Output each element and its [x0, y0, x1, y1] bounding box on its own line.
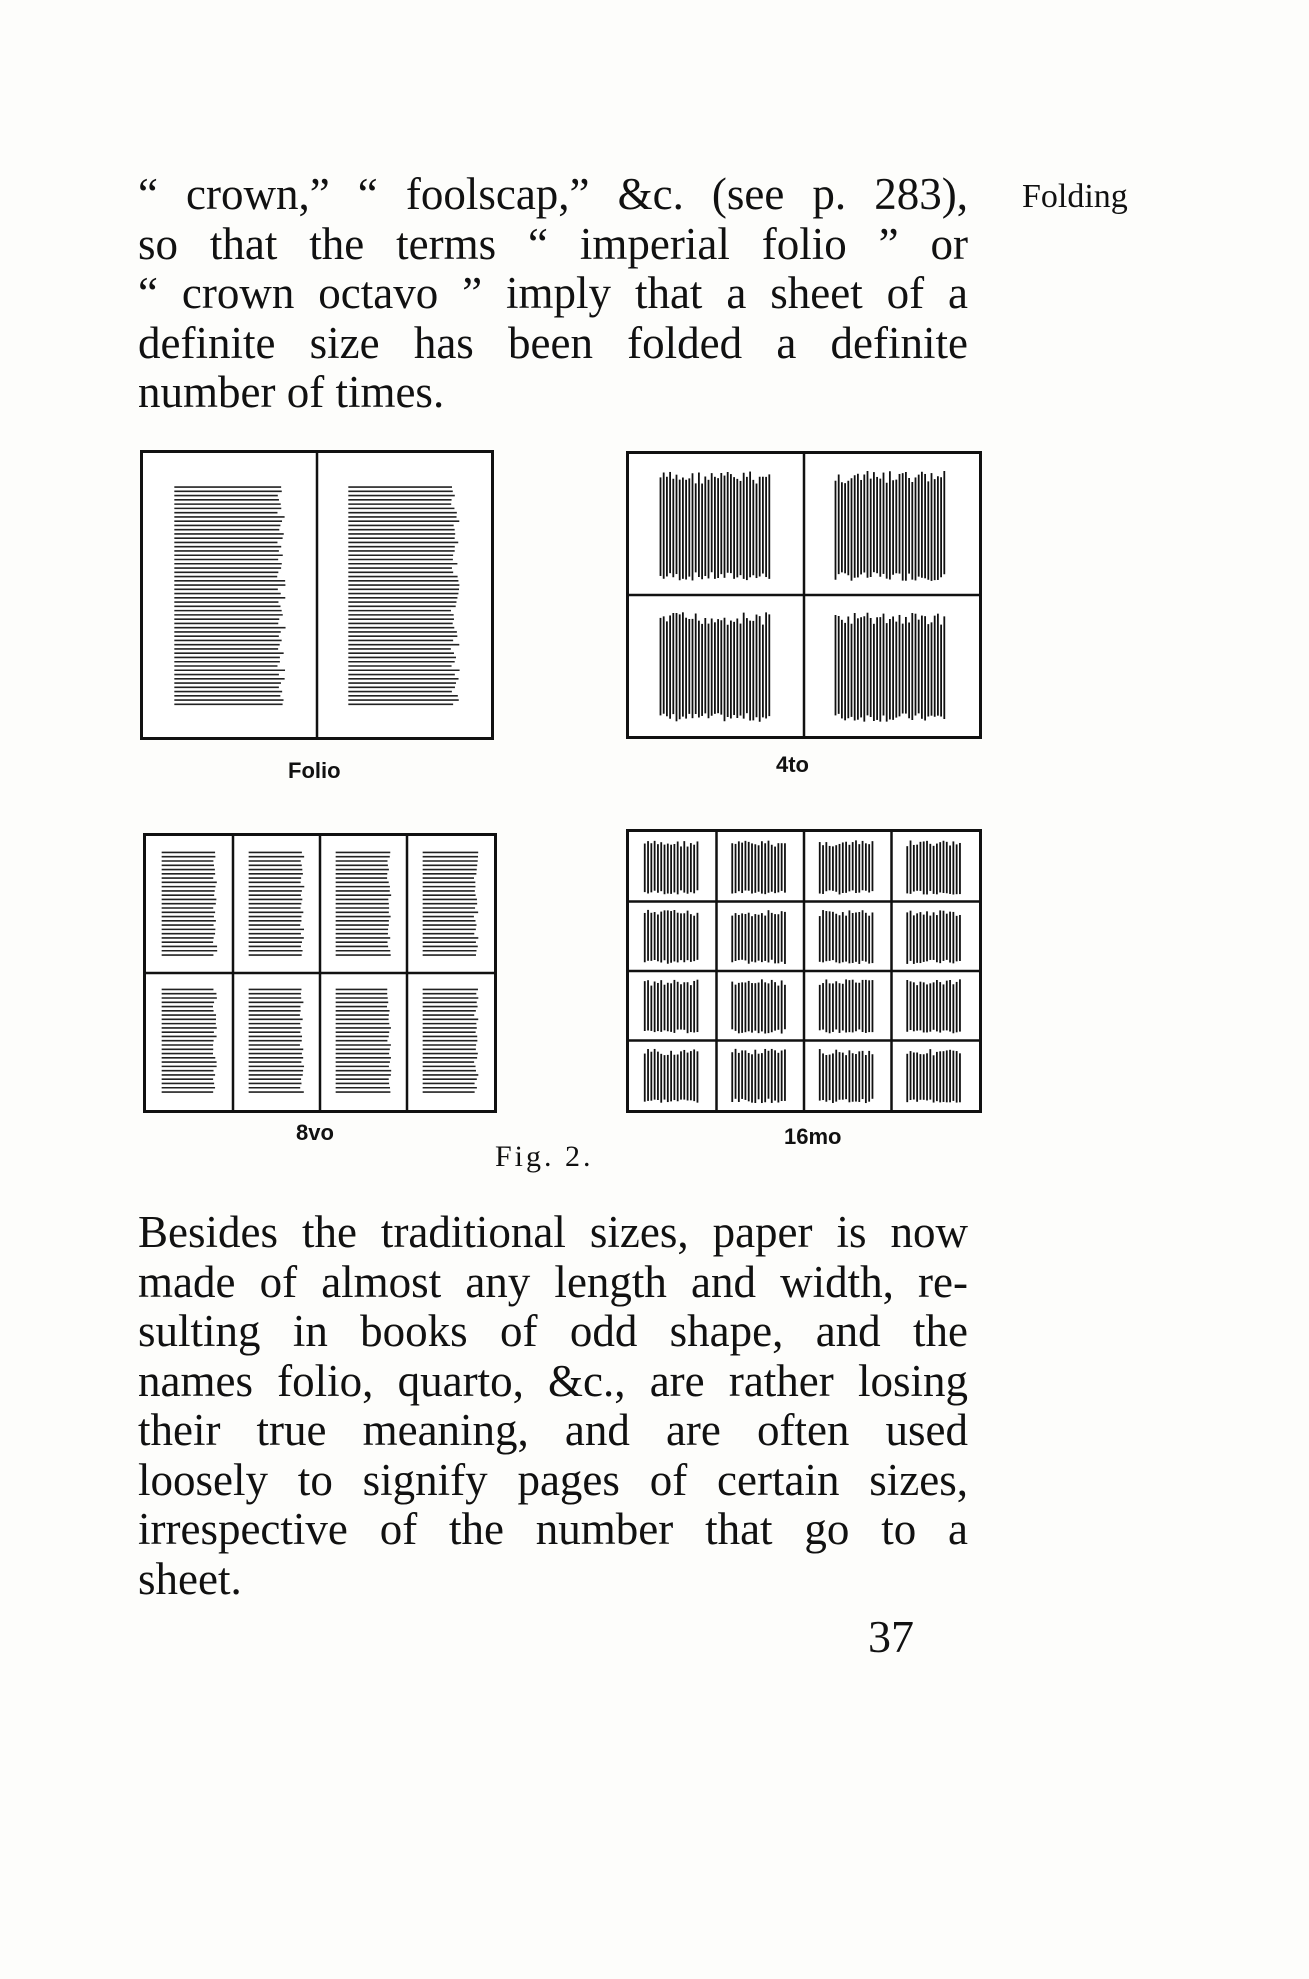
quarto-diagram [626, 451, 982, 739]
octavo-label: 8vo [296, 1120, 334, 1145]
octavo-sheet-svg [146, 836, 494, 1110]
folio-label: Folio [288, 758, 341, 783]
text-line: made of almost any length and width, re- [138, 1256, 968, 1307]
page-text-block [162, 989, 217, 1092]
page-text-block [348, 487, 459, 704]
page-text-block [336, 989, 392, 1092]
page-number: 37 [868, 1611, 914, 1662]
page-text-block [162, 852, 218, 955]
page-text-block [820, 840, 873, 894]
text-line: “ crown octavo ” imply that a sheet of a [138, 268, 968, 318]
sextodecimo-diagram [626, 829, 982, 1113]
page-text-block [907, 979, 960, 1033]
text-line: sulting in books of odd shape, and the [138, 1306, 968, 1356]
quarto-label: 4to [776, 752, 809, 777]
page-text-block [820, 1049, 873, 1103]
page-text-block [645, 1049, 698, 1103]
text-line: sheet. [138, 1553, 242, 1604]
page-text-block [645, 910, 698, 964]
figure-caption: Fig. 2. [495, 1140, 594, 1173]
paragraph-1 [138, 170, 968, 418]
page-text-block [836, 613, 945, 722]
page-text-block [661, 612, 770, 721]
page-text-block [732, 910, 785, 964]
page-text-block [645, 980, 698, 1034]
page-text-block [907, 1049, 960, 1102]
text-line: loosely to signify pages of certain sizes, [138, 1454, 968, 1505]
text-line: definite size has been folded a definite [138, 317, 968, 368]
page-text-block [423, 852, 479, 955]
page-text-block [249, 989, 304, 1092]
sextodecimo-sheet-svg [629, 832, 979, 1110]
page-text-block [249, 852, 305, 955]
text-line: so that the terms “ imperial folio ” or [138, 218, 968, 269]
page-text-block [907, 910, 960, 964]
page-text-block [423, 989, 479, 1092]
quarto-sheet-svg [629, 454, 979, 736]
text-line: their true meaning, and are often used [138, 1405, 968, 1455]
margin-note: Folding [1022, 178, 1128, 215]
folio-diagram [140, 450, 494, 740]
page-text-block [661, 472, 770, 581]
page-text-block [732, 979, 785, 1033]
folio-sheet-svg [143, 453, 491, 737]
page-text-block [820, 910, 873, 964]
text-line: Besides the traditional sizes, paper is now [138, 1207, 968, 1257]
octavo-diagram [143, 833, 497, 1113]
page-text-block [336, 852, 391, 955]
page-text-block [645, 841, 698, 894]
page-text-block [907, 840, 960, 894]
text-line: “ crown,” “ foolscap,” &c. (see p. 283), [138, 169, 968, 219]
page-text-block [732, 841, 785, 895]
page-text-block [174, 487, 285, 704]
page-text-block [732, 1049, 785, 1103]
paragraph-2 [138, 1208, 968, 1604]
text-line: names folio, quarto, &c., are rather losing [138, 1355, 968, 1406]
sextodecimo-label: 16mo [784, 1124, 842, 1149]
page-text-block [836, 471, 945, 581]
text-line: number of times. [138, 367, 445, 417]
page-text-block [820, 979, 873, 1033]
text-line: irrespective of the number that go to a [138, 1504, 968, 1554]
